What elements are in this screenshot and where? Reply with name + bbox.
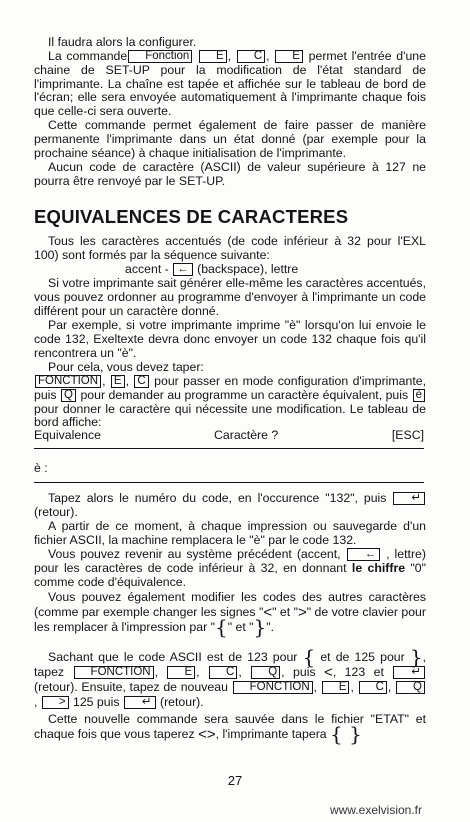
close-brace: } [409, 645, 423, 669]
key-egrave: è [413, 389, 425, 402]
dashboard-escape: [ESC] [391, 428, 424, 442]
text-fragment: Cette nouvelle commande sera sauvée dans le fichier "ETAT" et chaque fois que vous taperez [34, 712, 426, 741]
return-key-icon: ↵ [393, 492, 425, 505]
text-fragment: (backspace), lettre [197, 262, 299, 276]
page-number: 27 [227, 773, 243, 788]
text-fragment: " et " [272, 604, 298, 619]
key-e: E [167, 666, 195, 679]
text-fragment: ". [266, 620, 275, 634]
comma: , [350, 680, 354, 694]
dashboard-label: Equivalence [34, 428, 101, 442]
paragraph-revert [34, 548, 426, 589]
paragraph-accents: Tous les caractères accentués (de code inférieur à 32 pour l'EXL 100) sont formés par la séquence suivante: [34, 234, 426, 262]
close-brace: } [253, 615, 267, 639]
left-arrow-key-icon: ← [347, 548, 381, 561]
less-than-sign: < [263, 603, 273, 621]
key-q: Q [61, 389, 76, 402]
paragraph-printer-accents: Si votre imprimante sait générer elle-même les caractères accentués, vous pouvez ordonner au programme d'envoyer à l'imprimante un code différent pour un caractère donné. [34, 276, 426, 318]
key-c: C [134, 375, 148, 388]
divider [34, 482, 424, 483]
key-e: E [275, 50, 303, 63]
comma: , [196, 665, 200, 679]
website-footer: www.exelvision.fr [329, 803, 422, 817]
key-fonction: FONCTION [74, 666, 154, 679]
intro-line: Il faudra alors la configurer. [48, 35, 197, 49]
paragraph-etat [34, 712, 426, 746]
open-brace: { [214, 615, 228, 639]
paragraph-fonction [34, 50, 426, 119]
comma: , [238, 665, 242, 679]
divider [34, 448, 424, 449]
comma: , [227, 49, 232, 63]
emphasis: le chiffre [351, 560, 406, 575]
instruction-line: Pour cela, vous devez taper: [48, 360, 204, 374]
text-fragment: et de 125 pour [320, 650, 405, 664]
dashboard-input: è : [34, 461, 48, 475]
text-fragment: (retour). [159, 695, 204, 709]
paragraph-ascii-limit: Aucun code de caractère (ASCII) de valeur supérieure à 127 ne pourra être renvoyé par le SET-UP. [34, 160, 426, 188]
less-than-sign: < [324, 664, 333, 681]
text-fragment: Vous pouvez revenir au système précédent (accent, [48, 547, 341, 561]
text-fragment: (retour). Ensuite, tapez de nouveau [34, 680, 228, 694]
key-e: E [199, 50, 227, 63]
key-c: C [237, 50, 265, 63]
key-fonction: Fonction [128, 50, 192, 63]
key-e: E [111, 375, 125, 388]
text-fragment: 125 puis [72, 695, 120, 709]
comma: , [313, 680, 318, 694]
paragraph-ascii-braces [34, 645, 426, 710]
comma: , [266, 49, 270, 63]
dashboard-display [34, 429, 426, 443]
key-q: Q [396, 681, 425, 694]
text-fragment: , l'imprimante tapera [215, 727, 327, 741]
paragraph-other-codes [34, 590, 426, 639]
text-fragment: "0" comme code d'équivalence. [34, 560, 426, 589]
text-fragment: permet l'entrée d'une chaine de SET-UP pour la modification de l'état standard de l'imprimante. La chaîne est tapée et affichée sur le tableau de bord de l'écran; elle sera envoyée automatiquement à l'imprimante chaque fois que celle-ci sera ouverte. [34, 49, 426, 119]
text-fragment: , 123 et [332, 665, 384, 679]
text-fragment: Sachant que le code ASCII est de 123 pour [48, 650, 298, 664]
text-fragment: Vous pouvez également modifier les codes des autres caractères (comme par exemple changer les signes " [34, 590, 426, 619]
text-fragment: pour passer en mode configuration d'imprimante, puis [34, 374, 427, 402]
greater-than-sign: > [297, 603, 307, 621]
text-fragment: " et " [227, 620, 254, 634]
return-key-icon: ↵ [393, 666, 425, 679]
key-c: C [209, 666, 237, 679]
comma: , [34, 695, 38, 709]
text-fragment: , puis [281, 665, 316, 679]
paragraph-replacement: A partir de ce moment, à chaque impression ou sauvegarde d'un fichier ASCII, la machine remplacera le "è" par le code 132. [34, 519, 426, 547]
key-e: E [322, 681, 350, 694]
dashboard-prompt: Caractère ? [214, 428, 279, 442]
comma: , [387, 680, 392, 694]
paragraph-key-sequence [34, 375, 426, 430]
text-fragment: , lettre) pour les caractères de code inférieur à 32, en donnant [34, 547, 426, 575]
comma: , [125, 374, 129, 388]
text-fragment: , tapez [34, 650, 426, 679]
key-q: Q [251, 666, 280, 679]
paragraph-example: Par exemple, si votre imprimante imprime "è" lorsqu'on lui envoie le code 132, Exeltexte devra donc envoyer un code 132 chaque fois qu'il rencontrera un "è". [34, 318, 426, 360]
text-fragment: La commande [48, 49, 128, 63]
text-fragment: pour demander au programme un caractère équivalent, puis [80, 387, 409, 402]
accent-sequence-line [125, 263, 470, 277]
angle-brackets: <> [198, 726, 216, 743]
return-key-icon: ↵ [124, 696, 156, 709]
text-fragment: Tapez alors le numéro du code, en l'occurence "132", puis [48, 491, 387, 505]
left-arrow-key-icon: ← [173, 263, 193, 276]
braces: { } [330, 722, 362, 746]
comma: , [102, 374, 106, 388]
comma: , [154, 665, 159, 679]
paragraph-enter-code [34, 492, 426, 520]
text-fragment: accent - [125, 262, 169, 276]
section-heading: EQUIVALENCES DE CARACTERES [34, 206, 349, 227]
key-c: C [359, 681, 387, 694]
text-fragment: (retour). [34, 504, 78, 519]
open-brace: { [302, 645, 316, 669]
text-fragment: " de votre clavier pour les remplacer à l'impression par " [34, 604, 426, 634]
key-fonction: FONCTION [35, 375, 101, 388]
key-greater-than: > [42, 696, 69, 709]
paragraph-permanent: Cette commande permet également de faire passer de manière permanente l'imprimante dans un état donné (par exemple pour la prochaine séance) à chaque initialisation de l'imprimante. [34, 118, 426, 160]
key-fonction: FONCTION [233, 681, 313, 694]
text-fragment: pour donner le caractère qui nécessite une modification. Le tableau de bord affiche: [34, 401, 426, 430]
